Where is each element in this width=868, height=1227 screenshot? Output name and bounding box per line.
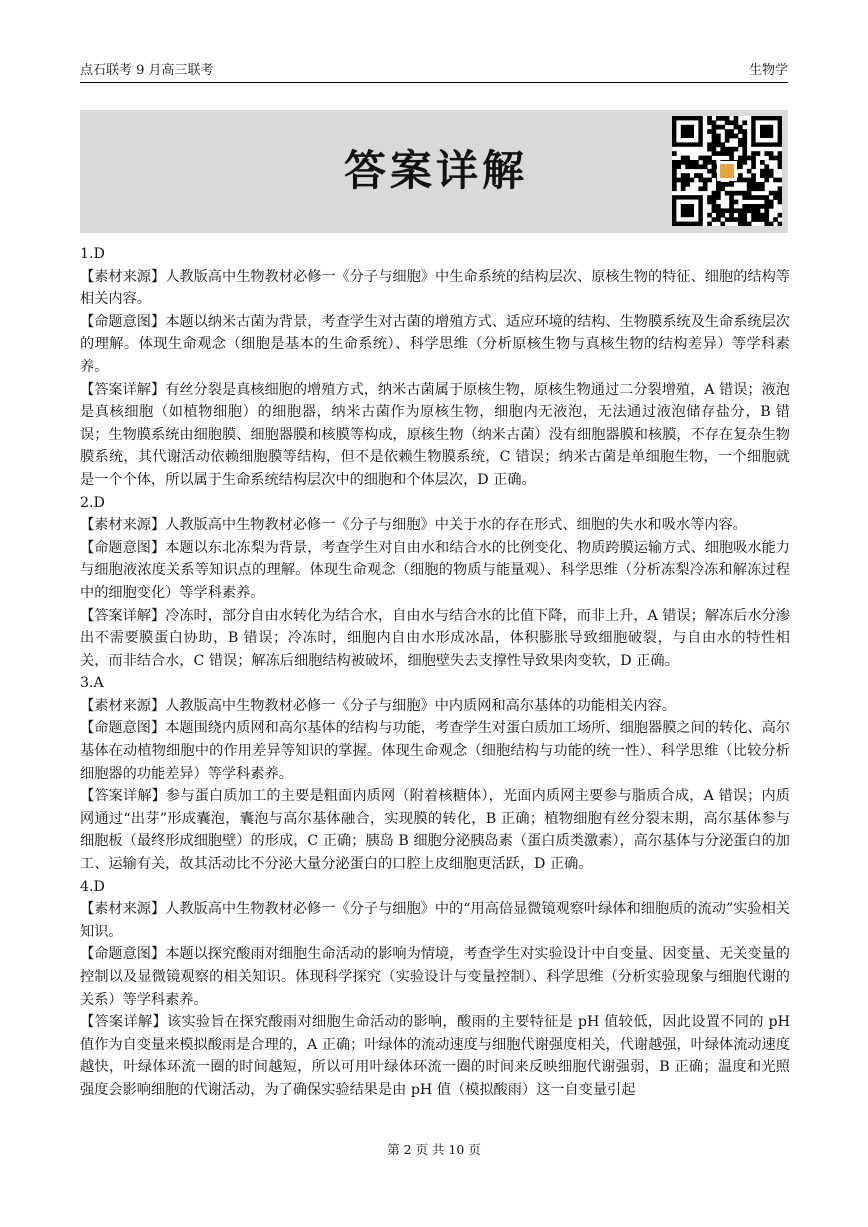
paragraph: 【答案详解】该实验旨在探究酸雨对细胞生命活动的影响，酸雨的主要特征是 pH 值较低，因此设置不同的 pH 值作为自变量来模拟酸雨是合理的，A 正确；叶绿体的流动速度与细胞代谢强度相关，代谢越强，叶绿体流动速度越快，叶绿体环流一圈的时间越短，所以可用叶绿体环流一圈的时间来反映细胞代谢强弱，B 正确；温度和光照强度会影响细胞的代谢活动，为了确保实验结果是由 pH 值（模拟酸雨）这一自变量引起 [80,1014,790,1098]
paragraph: 【命题意图】本题围绕内质网和高尔基体的结构与功能，考查学生对蛋白质加工场所、细胞器膜之间的转化、高尔基体在动植物细胞中的作用差异等知识的掌握。体现生命观念（细胞结构与功能的统一性）、科学思维（比较分析细胞器的功能差异）等学科素养。 [80,720,790,782]
page-title: 答案详解 [343,146,528,195]
page-footer: 第 2 页 共 10 页 [387,1142,481,1157]
page-header [80,60,788,83]
paragraph: 【答案详解】冷冻时，部分自由水转化为结合水，自由水与结合水的比值下降，而非上升，A 错误；解冻后水分渗出不需要膜蛋白协助，B 错误；冷冻时，细胞内自由水形成冰晶，体积膨胀导致细胞破裂，与自由水的特性相关，而非结合水，C 错误；解冻后细胞结构被破坏，细胞壁失去支撑性导致果肉变软，D 正确。 [80,607,790,669]
exam-name: 点石联考 9 月高三联考 [80,63,214,78]
subject-name: 生物学 [748,63,788,78]
paragraph: 【素材来源】人教版高中生物教材必修一《分子与细胞》中内质网和高尔基体的功能相关内容。 [80,697,676,714]
paragraph: 【命题意图】本题以东北冻梨为背景，考查学生对自由水和结合水的比例变化、物质跨膜运输方式、细胞吸水能力与细胞液浓度关系等知识点的理解。体现生命观念（细胞的物质与能量观）、科学思维（分析冻梨冷冻和解冻过程中的细胞变化）等学科素养。 [80,539,790,601]
paragraph: 【命题意图】本题以纳米古菌为背景，考查学生对古菌的增殖方式、适应环境的结构、生物膜系统及生命系统层次的理解。体现生命观念（细胞是基本的生命系统）、科学思维（分析原核生物与真核生物的结构差异）等学科素养。 [80,313,790,375]
title-banner [80,110,788,233]
paragraph: 【命题意图】本题以探究酸雨对细胞生命活动的影响为情境，考查学生对实验设计中自变量、因变量、无关变量的控制以及显微镜观察的相关知识。体现科学探究（实验设计与变量控制）、科学思维（分析实验现象与细胞代谢的关系）等学科素养。 [80,946,790,1008]
question-number: 3.A [80,675,104,692]
question-number: 2.D [80,494,105,511]
answer-content [80,243,790,1102]
paragraph: 【素材来源】人教版高中生物教材必修一《分子与细胞》中关于水的存在形式、细胞的失水和吸水等内容。 [80,517,747,534]
question-number: 4.D [80,878,105,895]
paragraph: 【素材来源】人教版高中生物教材必修一《分子与细胞》中的“用高倍显微镜观察叶绿体和细胞质的流动”实验相关知识。 [80,901,790,940]
qr-code-icon [672,116,782,226]
question-number: 1.D [80,246,105,262]
paragraph: 【素材来源】人教版高中生物教材必修一《分子与细胞》中生命系统的结构层次、原核生物的特征、细胞的结构等相关内容。 [80,268,790,308]
paragraph: 【答案详解】参与蛋白质加工的主要是粗面内质网（附着核糖体），光面内质网主要参与脂质合成，A 错误；内质网通过“出芽”形成囊泡，囊泡与高尔基体融合，实现膜的转化，B 正确；植物细胞有丝分裂末期，高尔基体参与细胞板（最终形成细胞壁）的形成，C 正确；胰岛 B 细胞分泌胰岛素（蛋白质类激素），高尔基体与分泌蛋白的加工、运输有关，故其活动比不分泌大量分泌蛋白的口腔上皮细胞更活跃，D 正确。 [80,788,790,873]
paragraph: 【答案详解】有丝分裂是真核细胞的增殖方式，纳米古菌属于原核生物，原核生物通过二分裂增殖，A 错误；液泡是真核细胞（如植物细胞）的细胞器，纳米古菌作为原核生物，细胞内无液泡，无法通过液泡储存盐分，B 错误；生物膜系统由细胞膜、细胞器膜和核膜等构成，原核生物（纳米古菌）没有细胞器膜和核膜，不存在复杂生物膜系统，其代谢活动依赖细胞膜等结构，但不是依赖生物膜系统，C 错误；纳米古菌是单细胞生物，一个细胞就是一个个体，所以属于生命系统结构层次中的细胞和个体层次，D 正确。 [80,381,790,488]
